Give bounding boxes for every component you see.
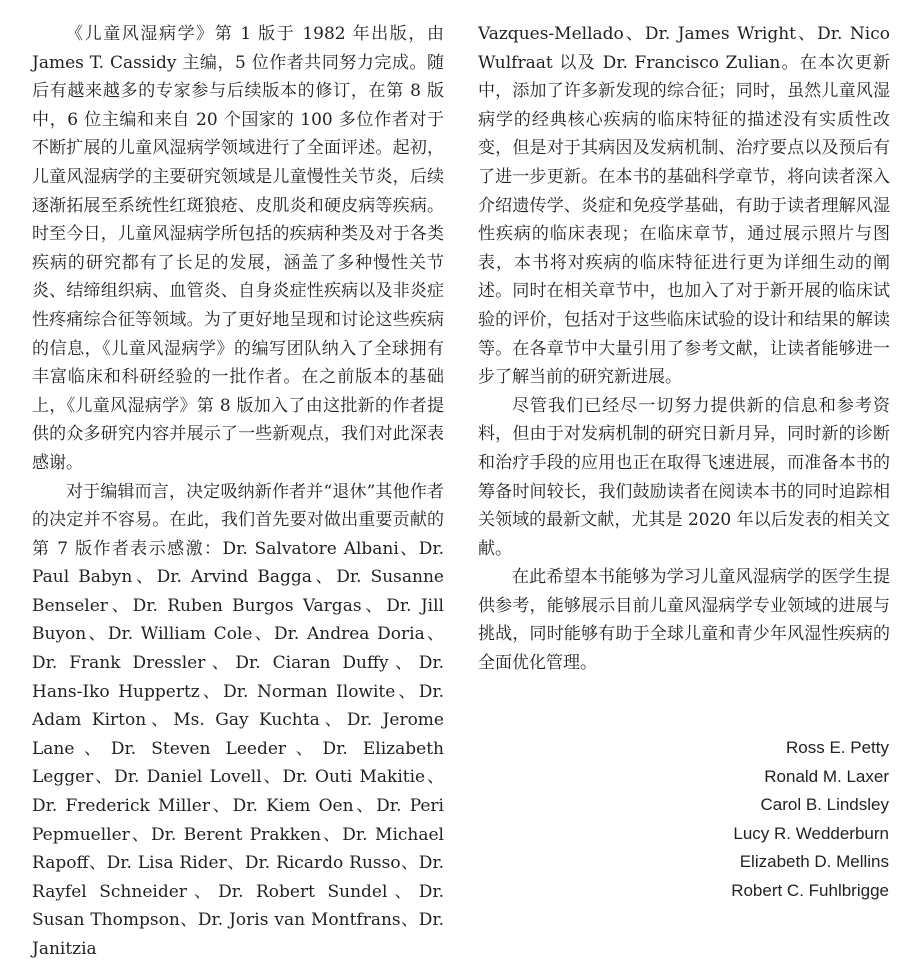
editor-signatures — [731, 734, 889, 905]
signature-editor: Robert C. Fuhlbrigge — [731, 880, 889, 900]
signature-editor: Ronald M. Laxer — [764, 766, 889, 786]
signature-editor: Carol B. Lindsley — [760, 795, 889, 814]
signature-editor: Lucy R. Wedderburn — [733, 823, 889, 843]
paragraph-closing-hope: 在此希望本书能够为学习儿童风湿病学的医学生提供参考，能够展示目前儿童风湿病学专业领域的进展与挑战，同时能够有助于全球儿童和青少年风湿性疾病的全面优化管理。 — [478, 567, 890, 674]
paragraph-acknowledgements-continued: Vazques-Mellado、Dr. James Wright、Dr. Nico Wulfraat 以及 Dr. Francisco Zulian。在本次更新中，添加了许多新发现的综合征；同时，虽然儿童风湿病学的经典核心疾病的临床特征的描述没有实质性改变，但是对于其病因及发病机制、治疗要点以及预后有了进一步更新。在本书的基础科学章节，将向读者深入介绍遗传学、炎症和免疫学基础，有助于读者理解风湿性疾病的临床表现；在临床章节，通过展示照片与图表，本书将对疾病的临床特征进行更为详细生动的阐述。同时在相关章节中，也加入了对于新开展的临床试验的评价，包括对于这些临床试验的设计和结果的解读等。在各章节中大量引用了参考文献，让读者能够进一步了解当前的研究新进展。 — [478, 24, 890, 388]
signature-editor: Ross E. Petty — [786, 738, 889, 757]
right-column — [478, 20, 890, 678]
left-column — [32, 20, 444, 964]
paragraph-edition-history: 《儿童风湿病学》第 1 版于 1982 年出版，由 James T. Cassidy 主编，5 位作者共同努力完成。随后有越来越多的专家参与后续版本的修订，在第 8 版中，6 位主编和来自 20 个国家的 100 多位作者对于不断扩展的儿童风湿病学领域进行了全面评述。起初，儿童风湿病学的主要研究领域是儿童慢性关节炎，后续逐渐拓展至系统性红斑狼疮、皮肌炎和硬皮病等疾病。时至今日，儿童风湿病学所包括的疾病种类及对于各类疾病的研究都有了长足的发展，涵盖了多种慢性关节炎、结缔组织病、血管炎、自身炎症性疾病以及非炎症性疼痛综合征等领域。为了更好地呈现和讨论这些疾病的信息，《儿童风湿病学》的编写团队纳入了全球拥有丰富临床和科研经验的一批作者。在之前版本的基础上，《儿童风湿病学》第 8 版加入了由这批新的作者提供的众多研究内容并展示了一些新观点，我们对此深表感谢。 — [32, 24, 444, 473]
signature-editor: Elizabeth D. Mellins — [739, 852, 889, 871]
paragraph-acknowledgements: 对于编辑而言，决定吸纳新作者并“退休”其他作者的决定并不容易。在此，我们首先要对做出重要贡献的第 7 版作者表示感激：Dr. Salvatore Albani、Dr. Paul Babyn、Dr. Arvind Bagga、Dr. Susanne Benseler、Dr. Ruben Burgos Vargas、Dr. Jill Buyon、Dr. William Cole、Dr. Andrea Doria、Dr. Frank Dressler、Dr. Ciaran Duffy、Dr. Hans-Iko Huppertz、Dr. Norman Ilowite、Dr. Adam Kirton、Ms. Gay Kuchta、Dr. Jerome Lane、Dr. Steven Leeder、Dr. Elizabeth Legger、Dr. Daniel Lovell、Dr. Outi Makitie、Dr. Frederick Miller、Dr. Kiem Oen、Dr. Peri Pepmueller、Dr. Berent Prakken、Dr. Michael Rapoff、Dr. Lisa Rider、Dr. Ricardo Russo、Dr. Rayfel Schneider、Dr. Robert Sundel、Dr. Susan Thompson、Dr. Joris van Montfrans、Dr. Janitzia — [32, 481, 445, 959]
paragraph-literature-note: 尽管我们已经尽一切努力提供新的信息和参考资料，但由于对发病机制的研究日新月异，同时新的诊断和治疗手段的应用也正在取得飞速进展，而准备本书的筹备时间较长，我们鼓励读者在阅读本书的同时追踪相关领域的最新文献，尤其是 2020 年以后发表的相关文献。 — [478, 395, 890, 559]
